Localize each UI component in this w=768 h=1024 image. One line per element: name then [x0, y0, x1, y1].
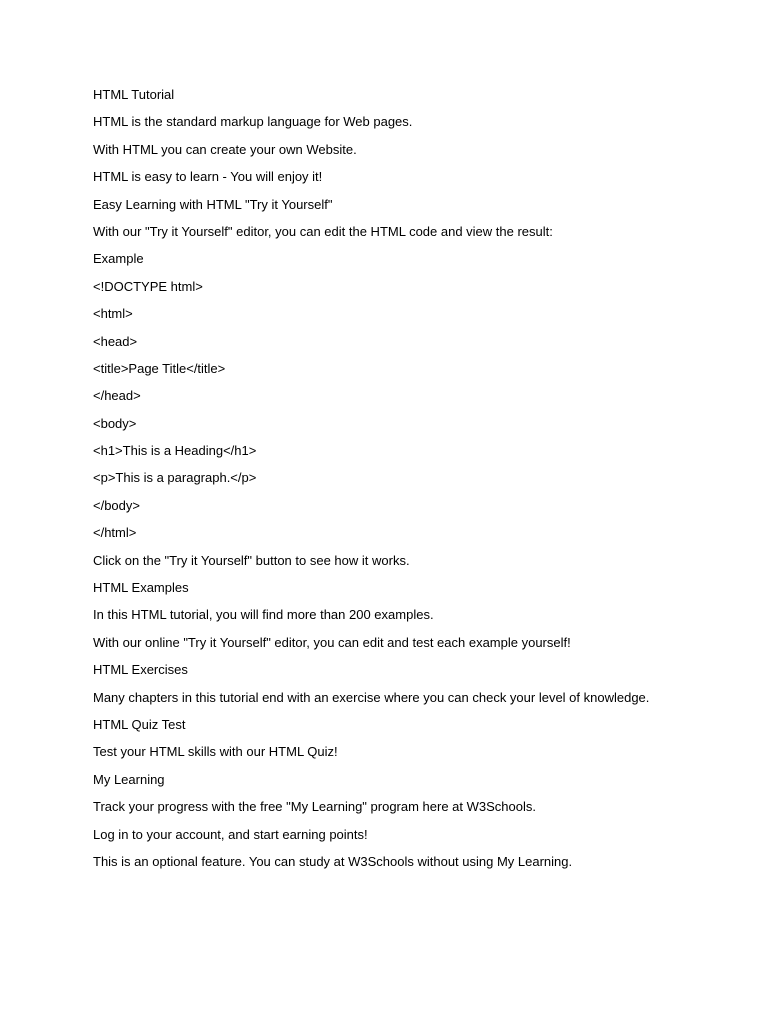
paragraph: This is an optional feature. You can study at W3Schools without using My Learning. [93, 853, 573, 869]
paragraph: With HTML you can create your own Website. [93, 141, 357, 157]
paragraph: In this HTML tutorial, you will find more than 200 examples. [93, 607, 434, 623]
paragraph: Many chapters in this tutorial end with an exercise where you can check your level of knowledge. [93, 689, 650, 705]
example-label: Example [93, 251, 144, 267]
section-heading: Easy Learning with HTML "Try it Yourself" [93, 196, 333, 212]
document-body [93, 86, 743, 880]
code-line: <title>Page Title</title> [93, 360, 226, 376]
code-line: </html> [93, 525, 137, 541]
section-heading: HTML Quiz Test [93, 716, 186, 732]
code-line: </head> [93, 388, 141, 404]
code-line: <!DOCTYPE html> [93, 278, 203, 294]
code-line: <html> [93, 306, 133, 322]
code-line: <h1>This is a Heading</h1> [93, 443, 257, 459]
section-heading: HTML Examples [93, 580, 189, 596]
paragraph: Click on the "Try it Yourself" button to see how it works. [93, 552, 410, 568]
paragraph: With our "Try it Yourself" editor, you can edit the HTML code and view the result: [93, 223, 553, 239]
code-line: <p>This is a paragraph.</p> [93, 470, 257, 486]
paragraph: With our online "Try it Yourself" editor, you can edit and test each example yourself! [93, 634, 571, 650]
paragraph: HTML is easy to learn - You will enjoy it! [93, 169, 323, 185]
paragraph: Test your HTML skills with our HTML Quiz! [93, 744, 338, 760]
code-line: <body> [93, 415, 137, 431]
paragraph: HTML is the standard markup language for Web pages. [93, 114, 413, 130]
code-line: </body> [93, 497, 140, 513]
code-line: <head> [93, 333, 138, 349]
section-heading: My Learning [93, 771, 165, 787]
doc-title: HTML Tutorial [93, 87, 175, 102]
section-heading: HTML Exercises [93, 662, 188, 678]
paragraph: Log in to your account, and start earning points! [93, 826, 368, 842]
paragraph: Track your progress with the free "My Learning" program here at W3Schools. [93, 799, 536, 815]
